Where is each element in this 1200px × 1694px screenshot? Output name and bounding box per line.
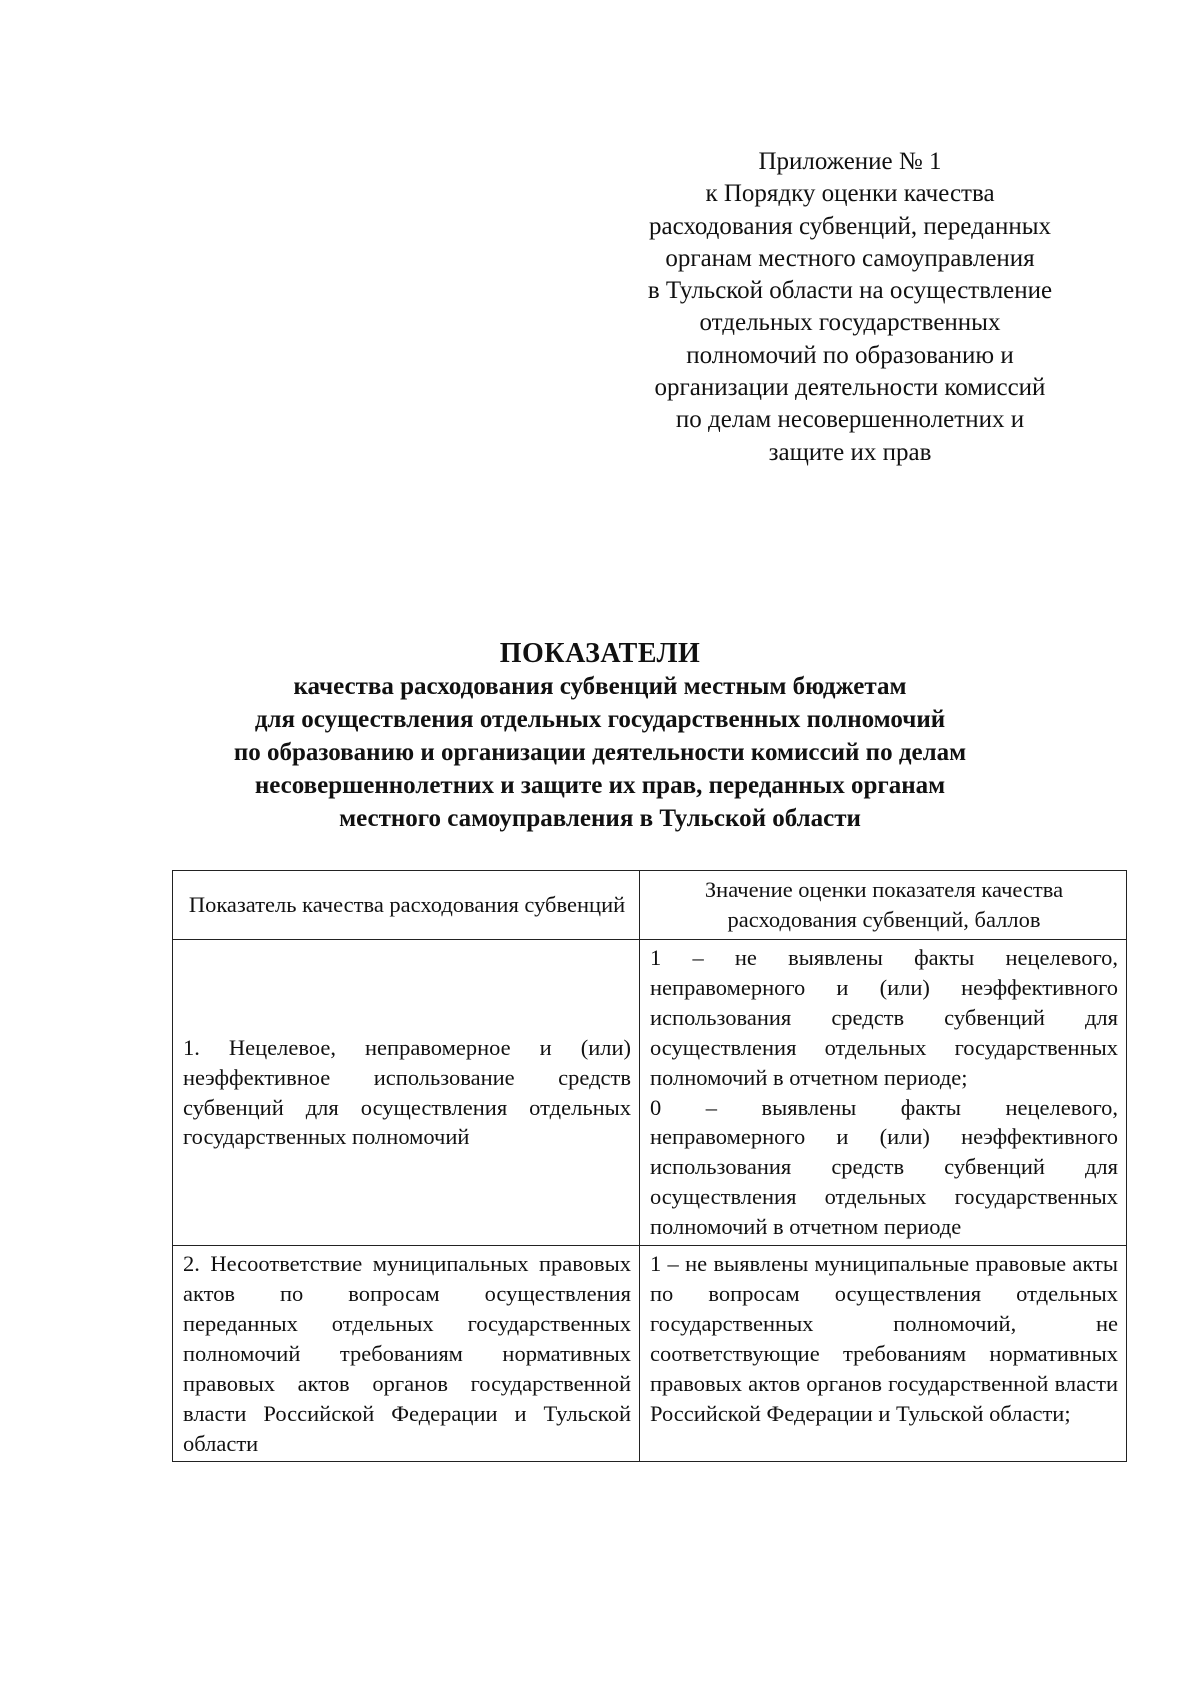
annex-reference xyxy=(600,146,1100,469)
annex-line: организации деятельности комиссий xyxy=(654,374,1046,402)
indicator-text: 1. Нецелевое, неправомерное и (или) неэффективное использование средств субвенций для осуществления отдельных государственных полномочий xyxy=(183,1034,631,1150)
score-value: 1 – не выявлены муниципальные правовые акты по вопросам осуществления отдельных государственных полномочий, не соответствующие требованиям нормативных правовых актов органов государственной власти Российской Федерации и Тульской области; xyxy=(650,1251,1118,1426)
annex-line: расходования субвенций, переданных xyxy=(648,212,1052,240)
document-heading xyxy=(150,637,1050,835)
subtitle-line: для осуществления отдельных государственных полномочий xyxy=(254,706,946,733)
table-header-row xyxy=(173,871,1127,940)
annex-line: в Тульской области на осуществление xyxy=(647,277,1053,305)
table-row xyxy=(173,1246,1127,1462)
header-score: Значение оценки показателя качества расходования субвенций, баллов xyxy=(640,871,1127,940)
subtitle-line: местного самоуправления в Тульской области xyxy=(339,805,861,832)
annex-line: Приложение № 1 xyxy=(758,148,942,175)
subtitle-line: по образованию и организации деятельности комиссий по делам xyxy=(233,739,967,766)
score-value: 1 – не выявлены факты нецелевого, неправомерного и (или) неэффективного использования средств субвенций для осуществления отдельных государственных полномочий в отчетном периоде; xyxy=(650,945,1118,1090)
annex-line: по делам несовершеннолетних и xyxy=(675,406,1025,434)
subtitle-line: несовершеннолетних и защите их прав, переданных органам xyxy=(254,772,946,799)
annex-line: отдельных государственных xyxy=(699,309,1001,337)
indicator-cell xyxy=(173,1246,640,1462)
subtitle-line: качества расходования субвенций местным бюджетам xyxy=(293,673,907,700)
score-cell xyxy=(640,940,1127,1246)
annex-line: органам местного самоуправления xyxy=(665,244,1035,272)
annex-line: защите их прав xyxy=(768,438,932,466)
score-cell xyxy=(640,1246,1127,1462)
document-title: ПОКАЗАТЕЛИ xyxy=(499,638,701,669)
annex-line: к Порядку оценки качества xyxy=(705,180,995,208)
indicator-text: 2. Несоответствие муниципальных правовых актов по вопросам осуществления переданных отдельных государственных полномочий требованиям нормативных правовых актов органов государственной власти Российской Федерации и Тульской области xyxy=(183,1251,631,1456)
annex-line: полномочий по образованию и xyxy=(686,341,1014,369)
header-indicator: Показатель качества расходования субвенций xyxy=(173,871,640,940)
score-value: 0 – выявлены факты нецелевого, неправомерного и (или) неэффективного использования средств субвенций для осуществления отдельных государственных полномочий в отчетном периоде xyxy=(650,1094,1118,1240)
table-row xyxy=(173,940,1127,1246)
document-subtitle xyxy=(150,670,1050,835)
indicators-table xyxy=(172,870,1127,1462)
indicator-cell xyxy=(173,940,640,1246)
